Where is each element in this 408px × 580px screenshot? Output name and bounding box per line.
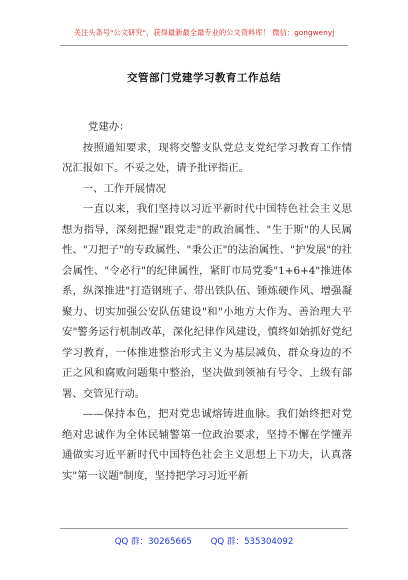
body-paragraph-2: ——保持本色，把对党忠诚熔铸进血脉。我们始终把对党绝对忠诚作为全体民辅警第一位政治要求，坚持不懈在学懂弄通做实习近平新时代中国特色社会主义思想上下功夫，认真落实"第一议题"制度，坚持把学习习近平新 <box>62 408 352 482</box>
document-title: 交管部门党建学习教育工作总结 <box>127 72 281 84</box>
intro-paragraph: 按照通知要求，现将交警支队党总支党纪学习教育工作情况汇报如下。不妥之处，请予批评指正。 <box>62 141 352 174</box>
salutation: 党建办： <box>88 121 130 133</box>
footer-qq-group-2: QQ 群：535304092 <box>210 537 294 547</box>
section-heading: 一、工作开展情况 <box>82 182 166 195</box>
header-divider <box>60 45 348 46</box>
footer-divider <box>60 528 348 529</box>
footer-contact <box>0 535 408 547</box>
body-paragraph-1: 一直以来，我们坚持以习近平新时代中国特色社会主义思想为指导，深刻把握"跟党走"的政治属性、"生于斯"的人民属性、"刀把子"的专政属性、"秉公正"的法治属性、"护发展"的社会属性、"令必行"的纪律属性，紧盯市局党委"1+6+4"推进体系，纵深推进"打造钢班子、带出铁队伍、锤炼硬作风、增强凝聚力、切实加强公安队伍建设"和"小地方大作为、善治理大平安"警务运行机制改革，深化纪律作风建设，慎终如始抓好党纪学习教育，一体推进整治形式主义为基层减负、群众身边的不正之风和腐败问题集中整治，坚决做到领袖有号令、上级有部署、交管见行动。 <box>62 203 352 400</box>
footer-qq-group-1: QQ 群：30265665 <box>114 537 192 547</box>
header-banner: 关注头条号"公文研究"，获得最新最全最专业的公文资料库！ 微信：gongwenyj <box>73 28 335 37</box>
document-body <box>62 117 352 486</box>
